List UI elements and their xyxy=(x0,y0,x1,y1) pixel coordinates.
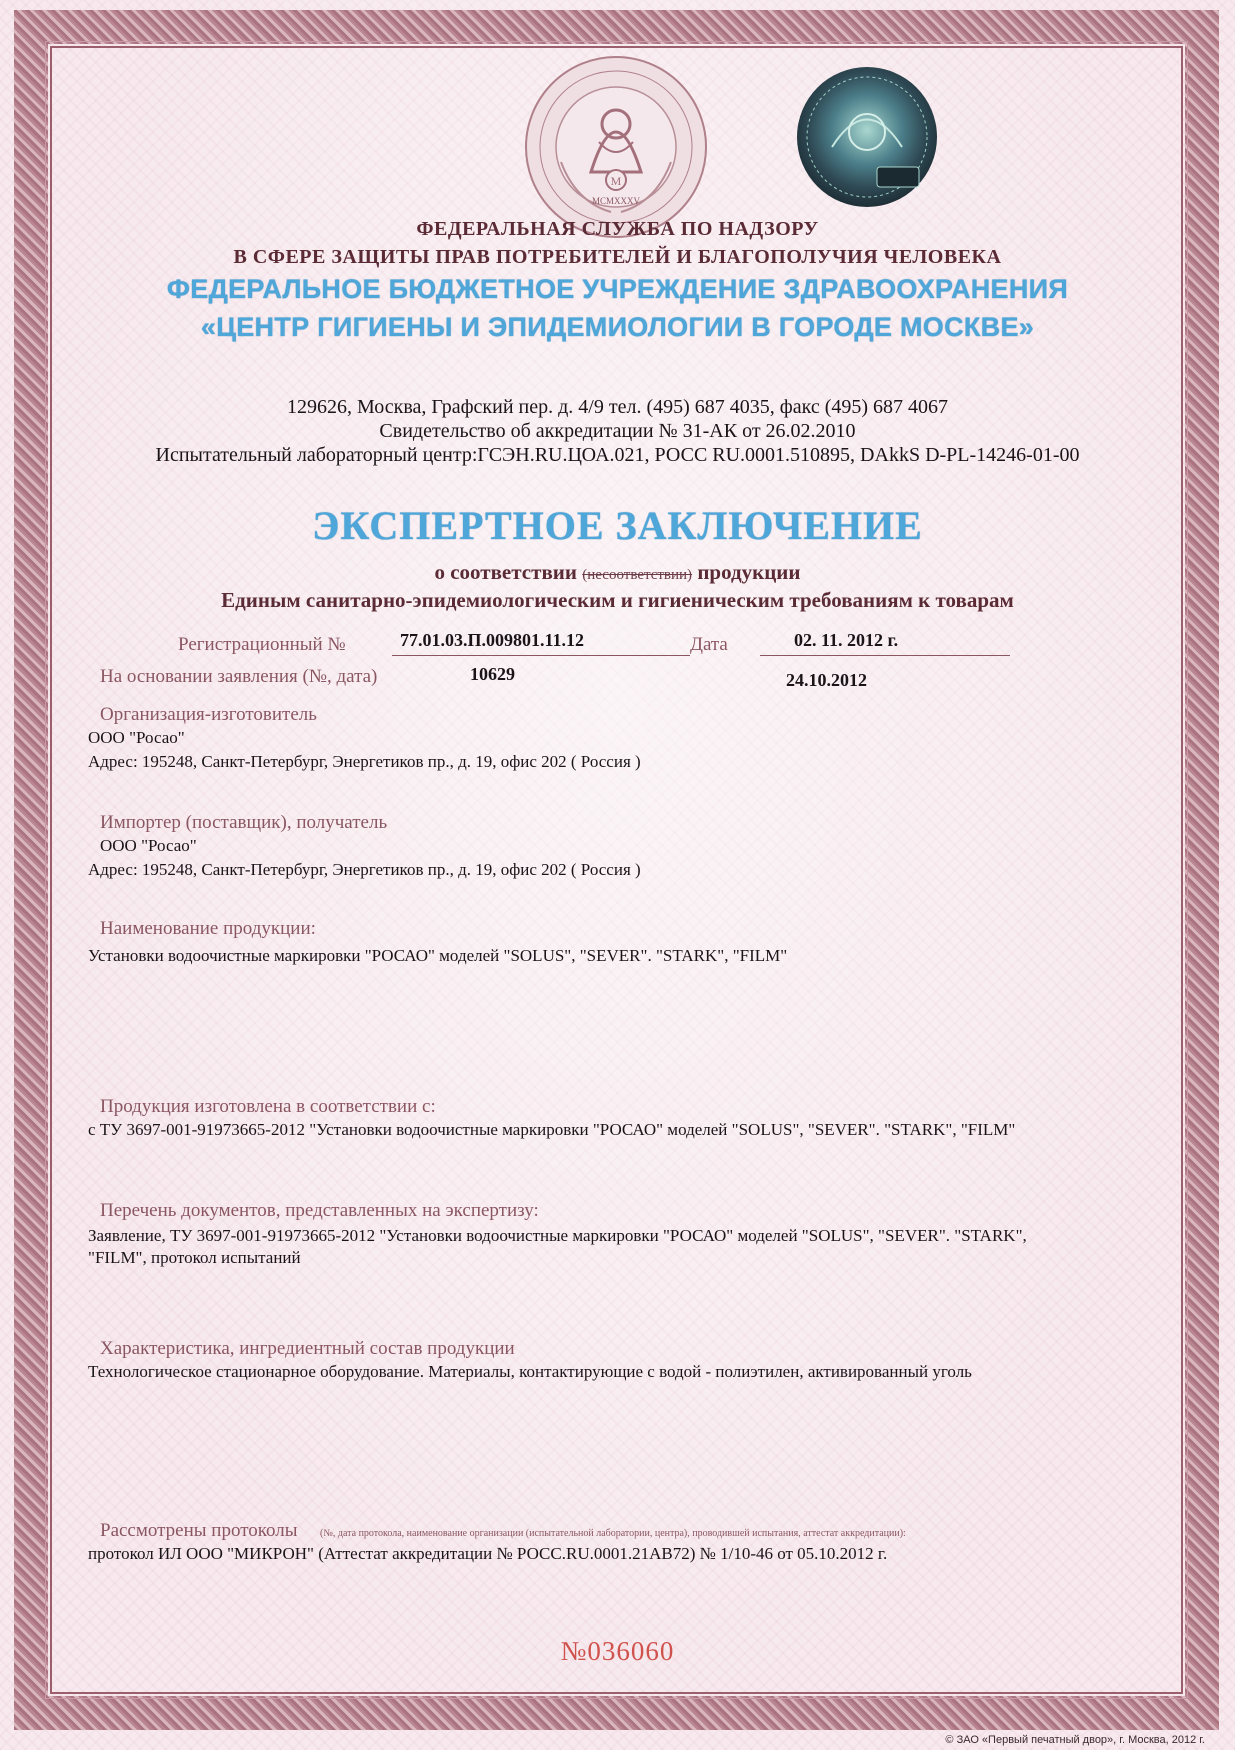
agency-line-1: ФЕДЕРАЛЬНАЯ СЛУЖБА ПО НАДЗОРУ xyxy=(416,218,819,240)
documents-line-1: Заявление, ТУ 3697-001-91973665-2012 "Установки водоочистные маркировки "РОСАО" моделей "SOLUS", "SEVER". "STARK", xyxy=(88,1226,1027,1245)
subtitle-start: о соответствии xyxy=(434,560,577,584)
documents-line-2: "FILM", протокол испытаний xyxy=(88,1248,301,1267)
basis-date: 24.10.2012 xyxy=(786,670,867,690)
basis-number: 10629 xyxy=(470,664,515,684)
svg-text:M: M xyxy=(610,174,622,188)
manufactured-per-value: с ТУ 3697-001-91973665-2012 "Установки водоочистные маркировки "РОСАО" моделей "SOLUS", "SEVER". "STARK", "FILM" xyxy=(88,1120,1016,1139)
document-subtitle-line-2: Единым санитарно-эпидемиологическим и гигиеническим требованиям к товарам xyxy=(221,588,1014,612)
hologram-sticker-icon xyxy=(792,62,942,212)
manufacturer-address: Адрес: 195248, Санкт-Петербург, Энергетиков пр., д. 19, офис 202 ( Россия ) xyxy=(88,752,641,771)
subtitle-struck-text: (несоответствии) xyxy=(582,567,693,583)
institution-seal-icon xyxy=(521,52,711,242)
product-value: Установки водоочистные маркировки "РОСАО" моделей "SOLUS", "SEVER". "STARK", "FILM" xyxy=(88,946,788,965)
lab-center: Испытательный лабораторный центр:ГСЭН.RU.ЦОА.021, РОСС RU.0001.510895, DAkkS D-PL-14246-01-00 xyxy=(155,444,1080,466)
document-subtitle xyxy=(0,560,1235,585)
reg-number-underline xyxy=(392,655,690,656)
serial-number: №036060 xyxy=(560,1636,675,1666)
importer-label: Импортер (поставщик), получатель xyxy=(100,812,388,833)
date-label: Дата xyxy=(690,634,728,655)
importer-name: ООО "Росао" xyxy=(100,836,197,855)
agency-line-2: В СФЕРЕ ЗАЩИТЫ ПРАВ ПОТРЕБИТЕЛЕЙ И БЛАГОПОЛУЧИЯ ЧЕЛОВЕКА xyxy=(233,246,1002,268)
manufacturer-name: ООО "Росао" xyxy=(88,728,185,747)
document-title: ЭКСПЕРТНОЕ ЗАКЛЮЧЕНИЕ xyxy=(312,503,923,548)
seal-year: MCMXXXV xyxy=(591,196,641,206)
date-value: 02. 11. 2012 г. xyxy=(794,630,899,650)
reg-number-value: 77.01.03.П.009801.11.12 xyxy=(400,630,585,650)
manufactured-per-label: Продукция изготовлена в соответствии с: xyxy=(100,1096,436,1117)
characteristics-label: Характеристика, ингредиентный состав продукции xyxy=(100,1338,515,1359)
accreditation-certificate: Свидетельство об аккредитации № 31-АК от 26.02.2010 xyxy=(379,420,856,442)
printer-copyright: © ЗАО «Первый печатный двор», г. Москва, 2012 г. xyxy=(945,1734,1205,1746)
documents-label: Перечень документов, представленных на экспертизу: xyxy=(100,1200,539,1221)
date-underline xyxy=(760,655,1010,656)
importer-address: Адрес: 195248, Санкт-Петербург, Энергетиков пр., д. 19, офис 202 ( Россия ) xyxy=(88,860,641,879)
product-label: Наименование продукции: xyxy=(100,918,316,939)
protocols-label: Рассмотрены протоколы xyxy=(100,1520,298,1541)
institution-line-2: «ЦЕНТР ГИГИЕНЫ И ЭПИДЕМИОЛОГИИ В ГОРОДЕ МОСКВЕ» xyxy=(200,312,1035,342)
reg-number-label: Регистрационный № xyxy=(178,634,346,655)
institution-address: 129626, Москва, Графский пер. д. 4/9 тел. (495) 687 4035, факс (495) 687 4067 xyxy=(286,396,949,418)
protocols-value: протокол ИЛ ООО "МИКРОН" (Аттестат аккредитации № РОСС.RU.0001.21АВ72) № 1/10-46 от 05.10.2012 г. xyxy=(88,1544,888,1563)
manufacturer-label: Организация-изготовитель xyxy=(100,704,317,725)
protocols-note: (№, дата протокола, наименование организации (испытательной лаборатории, центра), проводившей испытания, аттестат аккредитации): xyxy=(320,1528,906,1539)
basis-label: На основании заявления (№, дата) xyxy=(100,666,378,687)
characteristics-value: Технологическое стационарное оборудование. Материалы, контактирующие с водой - полиэтилен, активированный уголь xyxy=(88,1362,972,1381)
subtitle-end: продукции xyxy=(697,560,801,584)
institution-line-1: ФЕДЕРАЛЬНОЕ БЮДЖЕТНОЕ УЧРЕЖДЕНИЕ ЗДРАВООХРАНЕНИЯ xyxy=(166,274,1069,304)
